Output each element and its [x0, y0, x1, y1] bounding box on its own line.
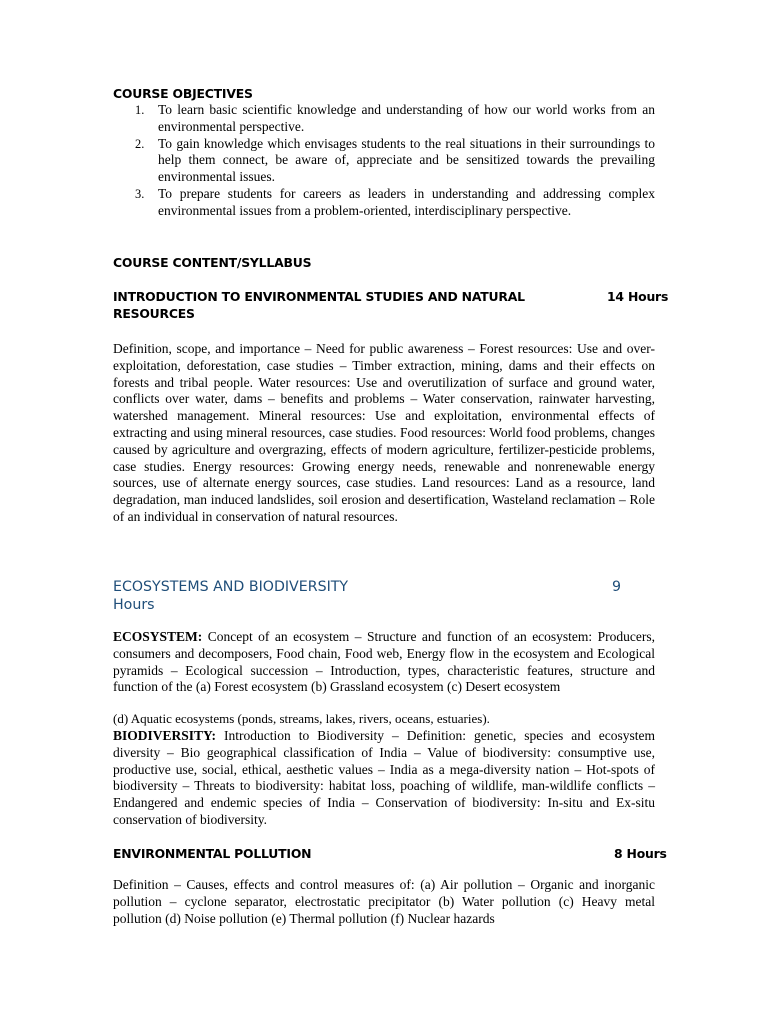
- unit3-title: ENVIRONMENTAL POLLUTION: [113, 846, 312, 861]
- unit2-hours-number: 9: [612, 579, 622, 595]
- list-item-text: To gain knowledge which envisages students to the real situations in their surroundings to help them connect, be aware of, appreciate and be sensitized towards the prevailing environmental issues.: [158, 135, 655, 185]
- course-content-heading: COURSE CONTENT/SYLLABUS: [113, 255, 312, 270]
- unit3-hours: 8 Hours: [614, 846, 667, 861]
- list-number: 2.: [135, 136, 145, 151]
- list-item-text: To learn basic scientific knowledge and understanding of how our world works from an environmental perspective.: [158, 102, 655, 134]
- unit1-hours: 14 Hours: [607, 289, 669, 304]
- list-number: 1.: [135, 103, 145, 117]
- list-item: [113, 136, 655, 186]
- unit1-body: Definition, scope, and importance – Need for public awareness – Forest resources: Use and over- exploitation, deforestation, case studies – Timber extraction, mining, dams and their effects on forests and tribal people. Water resources: Use and overutilization of surface and ground water, conflicts over water, dams – benefits and problems – Water conservation, rainwater harvesting, watershed management. Mineral resources: Use and exploitation, environmental effects of extracting and using mineral resources, case studies. Food resources: World food problems, changes caused by agriculture and overgrazing, effects of modern agriculture, fertilizer-pesticide problems, case studies. Energy resources: Growing energy needs, renewable and nonrenewable energy sources, use of alternate energy sources, case studies. Land resources: Land as a resource, land degradation, man induced landslides, soil erosion and desertification, Wasteland reclamation – Role of an individual in conservation of natural resources.: [113, 341, 655, 524]
- course-objectives-heading: COURSE OBJECTIVES: [113, 86, 253, 101]
- ecosystem-paragraph: [113, 629, 655, 696]
- aquatic-line: (d) Aquatic ecosystems (ponds, streams, lakes, rivers, oceans, estuaries).: [113, 711, 490, 726]
- unit2-hours-word: Hours: [113, 597, 155, 613]
- unit1-title-line2: RESOURCES: [113, 306, 195, 321]
- list-number: 3.: [135, 186, 145, 201]
- unit1-title-line1: INTRODUCTION TO ENVIRONMENTAL STUDIES AND NATURAL: [113, 289, 525, 304]
- unit2-title: ECOSYSTEMS AND BIODIVERSITY: [113, 579, 349, 595]
- list-item-text: To prepare students for careers as leaders in understanding and addressing complex environmental issues from a problem-oriented, interdisciplinary perspective.: [158, 185, 655, 218]
- list-item: [113, 102, 655, 136]
- biodiversity-paragraph: [113, 728, 655, 829]
- biodiversity-label: BIODIVERSITY:: [113, 728, 217, 743]
- unit3-body: Definition – Causes, effects and control measures of: (a) Air pollution – Organic and inorganic pollution – cyclone separator, electrostatic precipitator (b) Water pollution (c) Heavy metal pollution (d) Noise pollution (e) Thermal pollution (f) Nuclear hazards: [113, 877, 655, 926]
- ecosystem-body: Concept of an ecosystem – Structure and function of an ecosystem: Producers, consumers and decomposers, Food chain, Food web, Energy flow in the ecosystem and Ecological pyramids – Ecological succession – Introduction, types, characteristic features, structure and function of the (a) Forest ecosystem (b) Grassland ecosystem (c) Desert ecosystem: [113, 629, 655, 695]
- ecosystem-label: ECOSYSTEM:: [113, 629, 203, 644]
- objectives-list: [113, 102, 655, 220]
- list-item: [113, 186, 655, 220]
- biodiversity-body: Introduction to Biodiversity – Definition: genetic, species and ecosystem diversity – Bio geographical classification of India – Value of biodiversity: consumptive use, productive use, social, ethical, aesthetic values – India as a mega-diversity nation – Hot-spots of biodiversity – Threats to biodiversity: habitat loss, poaching of wildlife, man-wildlife conflicts – Endangered and endemic species of India – Conservation of biodiversity: In-situ and Ex-situ conservation of biodiversity.: [113, 728, 655, 827]
